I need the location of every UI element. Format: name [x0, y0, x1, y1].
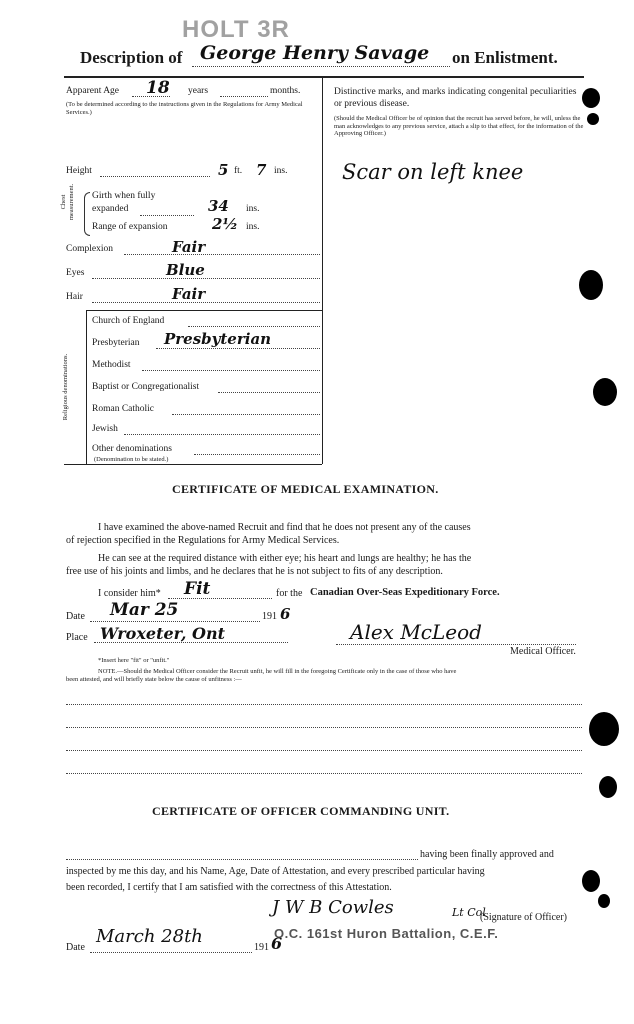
marks-heading: Distinctive marks, and marks indicating congenital peculiarities or previous disease. [334, 87, 577, 109]
eyes-value: Blue [166, 261, 205, 279]
religion-dots [172, 414, 320, 415]
range-ins: ins. [246, 222, 260, 232]
unfit-cause-line [66, 727, 582, 728]
officer-date-value: March 28th [96, 926, 203, 947]
religion-dots [124, 434, 320, 435]
officer-cert-title: CERTIFICATE OF OFFICER COMMANDING UNIT. [152, 804, 450, 818]
exam-date-value: Mar 25 [110, 600, 179, 620]
punch-hole [589, 712, 619, 746]
ins-label: ins. [274, 166, 288, 176]
religion-item: Church of England [92, 316, 165, 326]
height-in-value: 7 [256, 161, 267, 179]
medical-officer-label: Medical Officer. [510, 646, 576, 657]
range-label: Range of expansion [92, 222, 168, 232]
religion-item: Baptist or Congregationalist [92, 382, 200, 392]
officer-date-label: Date [66, 942, 85, 953]
religion-item: Other denominations [92, 444, 172, 454]
recruit-name: George Henry Savage [200, 42, 430, 64]
for-the-label: for the [276, 588, 303, 599]
months-label: months. [270, 86, 301, 96]
medical-note-line1: NOTE.—Should the Medical Officer consider the Recruit unfit, he will fill in the foregoing Certificate only in the case of those who have [98, 668, 457, 675]
complexion-value: Fair [172, 238, 206, 256]
approved-dots [66, 859, 418, 860]
force-label: Canadian Over-Seas Expeditionary Force. [310, 587, 500, 598]
date-dots [90, 621, 260, 622]
medical-para2-line1: He can see at the required distance with either eye; his heart and lungs are healthy; he has the [98, 553, 472, 564]
religion-value: Presbyterian [164, 330, 272, 348]
chest-brace [84, 192, 90, 236]
officer-line1-end: having been finally approved and [420, 849, 554, 860]
marks-note: (Should the Medical Officer be of opinion that the recruit has served before, he will, unless the man acknowledges to any previous service, attach a slip to that effect, for the information of the Approving Officer.) [334, 115, 584, 137]
exam-year-prefix: 191 [262, 611, 277, 622]
height-dots [100, 176, 210, 177]
medical-title: CERTIFICATE OF MEDICAL EXAMINATION. [172, 482, 439, 496]
commanding-officer-rank: Lt Col [452, 906, 486, 919]
table-top-rule [64, 76, 584, 78]
punch-hole [593, 378, 617, 406]
insert-note: *Insert here "fit" or "unfit." [98, 657, 170, 664]
religion-dots [194, 454, 320, 455]
girth-ins: ins. [246, 204, 260, 214]
punch-hole [587, 113, 599, 125]
header-suffix: on Enlistment. [452, 48, 558, 67]
consider-label: I consider him* [98, 588, 161, 599]
religion-note: (Denomination to be stated.) [94, 456, 169, 463]
age-value: 18 [146, 78, 170, 98]
punch-hole [582, 870, 600, 892]
medical-para1-line1: I have examined the above-named Recruit and find that he does not present any of the causes [98, 522, 471, 533]
religion-dots [218, 392, 320, 393]
officer-year-prefix: 191 [254, 942, 269, 953]
officer-line3: been recorded, I certify that I am satisfied with the correctness of this Attestation. [66, 882, 392, 893]
religion-vert-rule [86, 310, 87, 464]
hair-value: Fair [172, 285, 206, 303]
ft-label: ft. [234, 166, 243, 176]
exam-year-digit: 6 [280, 605, 291, 623]
religion-item: Presbyterian [92, 338, 140, 348]
table-bottom-rule [64, 464, 322, 465]
commanding-officer-signature: J W B Cowles [272, 897, 394, 918]
unfit-cause-line [66, 773, 582, 774]
eyes-label: Eyes [66, 268, 85, 278]
range-value: 2½ [212, 215, 239, 233]
battalion-stamp: O.C. 161st Huron Battalion, C.E.F. [274, 926, 499, 941]
religion-dots [142, 370, 320, 371]
religion-item: Jewish [92, 424, 118, 434]
officer-year-digit: 6 [271, 934, 283, 953]
hair-dots [92, 302, 320, 303]
religion-item: Methodist [92, 360, 131, 370]
medical-para2-line2: free use of his joints and limbs, and he declares that he is not subject to fits of any description. [66, 566, 443, 577]
medical-note-line2: been attested, and will briefly state below the cause of unfitness :— [66, 676, 242, 683]
header-prefix: Description of [80, 48, 183, 67]
chest-label: Chest measurement. [60, 183, 75, 221]
complexion-label: Complexion [66, 244, 113, 254]
medical-para1-line2: of rejection specified in the Regulations for Army Medical Services. [66, 535, 340, 546]
punch-hole [599, 776, 617, 798]
unfit-cause-line [66, 704, 582, 705]
eyes-dots [92, 278, 320, 279]
punch-hole [579, 270, 603, 300]
age-note: (To be determined according to the instructions given in the Regulations for Army Medical Services.) [66, 101, 303, 116]
name-line [192, 66, 450, 67]
unfit-cause-line [66, 750, 582, 751]
height-ft-value: 5 [218, 161, 229, 179]
months-dots [220, 96, 268, 97]
fit-value: Fit [184, 579, 211, 599]
religion-side-label: Religious denominations. [62, 353, 69, 421]
place-value: Wroxeter, Ont [100, 624, 226, 643]
medical-officer-signature: Alex McLeod [350, 620, 482, 644]
girth-dots [140, 215, 194, 216]
religion-top-rule [86, 310, 322, 311]
height-label: Height [66, 166, 92, 176]
age-label: Apparent Age [66, 86, 120, 96]
hair-label: Hair [66, 292, 83, 302]
officer-date-dots [90, 952, 252, 953]
years-label: years [188, 86, 209, 96]
place-label: Place [66, 632, 88, 643]
signature-dots [336, 644, 576, 645]
girth-label: Girth when fully expanded [92, 191, 156, 214]
officer-line2: inspected by me this day, and his Name, Age, Date of Attestation, and every prescribed particular having [66, 866, 485, 877]
religion-item: Roman Catholic [92, 404, 155, 414]
girth-value: 34 [208, 197, 229, 215]
punch-hole [582, 88, 600, 108]
complexion-dots [124, 254, 320, 255]
punch-hole [598, 894, 610, 908]
header-stamp: HOLT 3R [182, 16, 290, 43]
marks-value: Scar on left knee [342, 160, 524, 184]
religion-dots [156, 348, 320, 349]
date-label: Date [66, 611, 85, 622]
religion-dots [188, 326, 320, 327]
table-mid-rule [322, 78, 323, 464]
signature-of-officer-label: (Signature of Officer) [480, 912, 568, 923]
